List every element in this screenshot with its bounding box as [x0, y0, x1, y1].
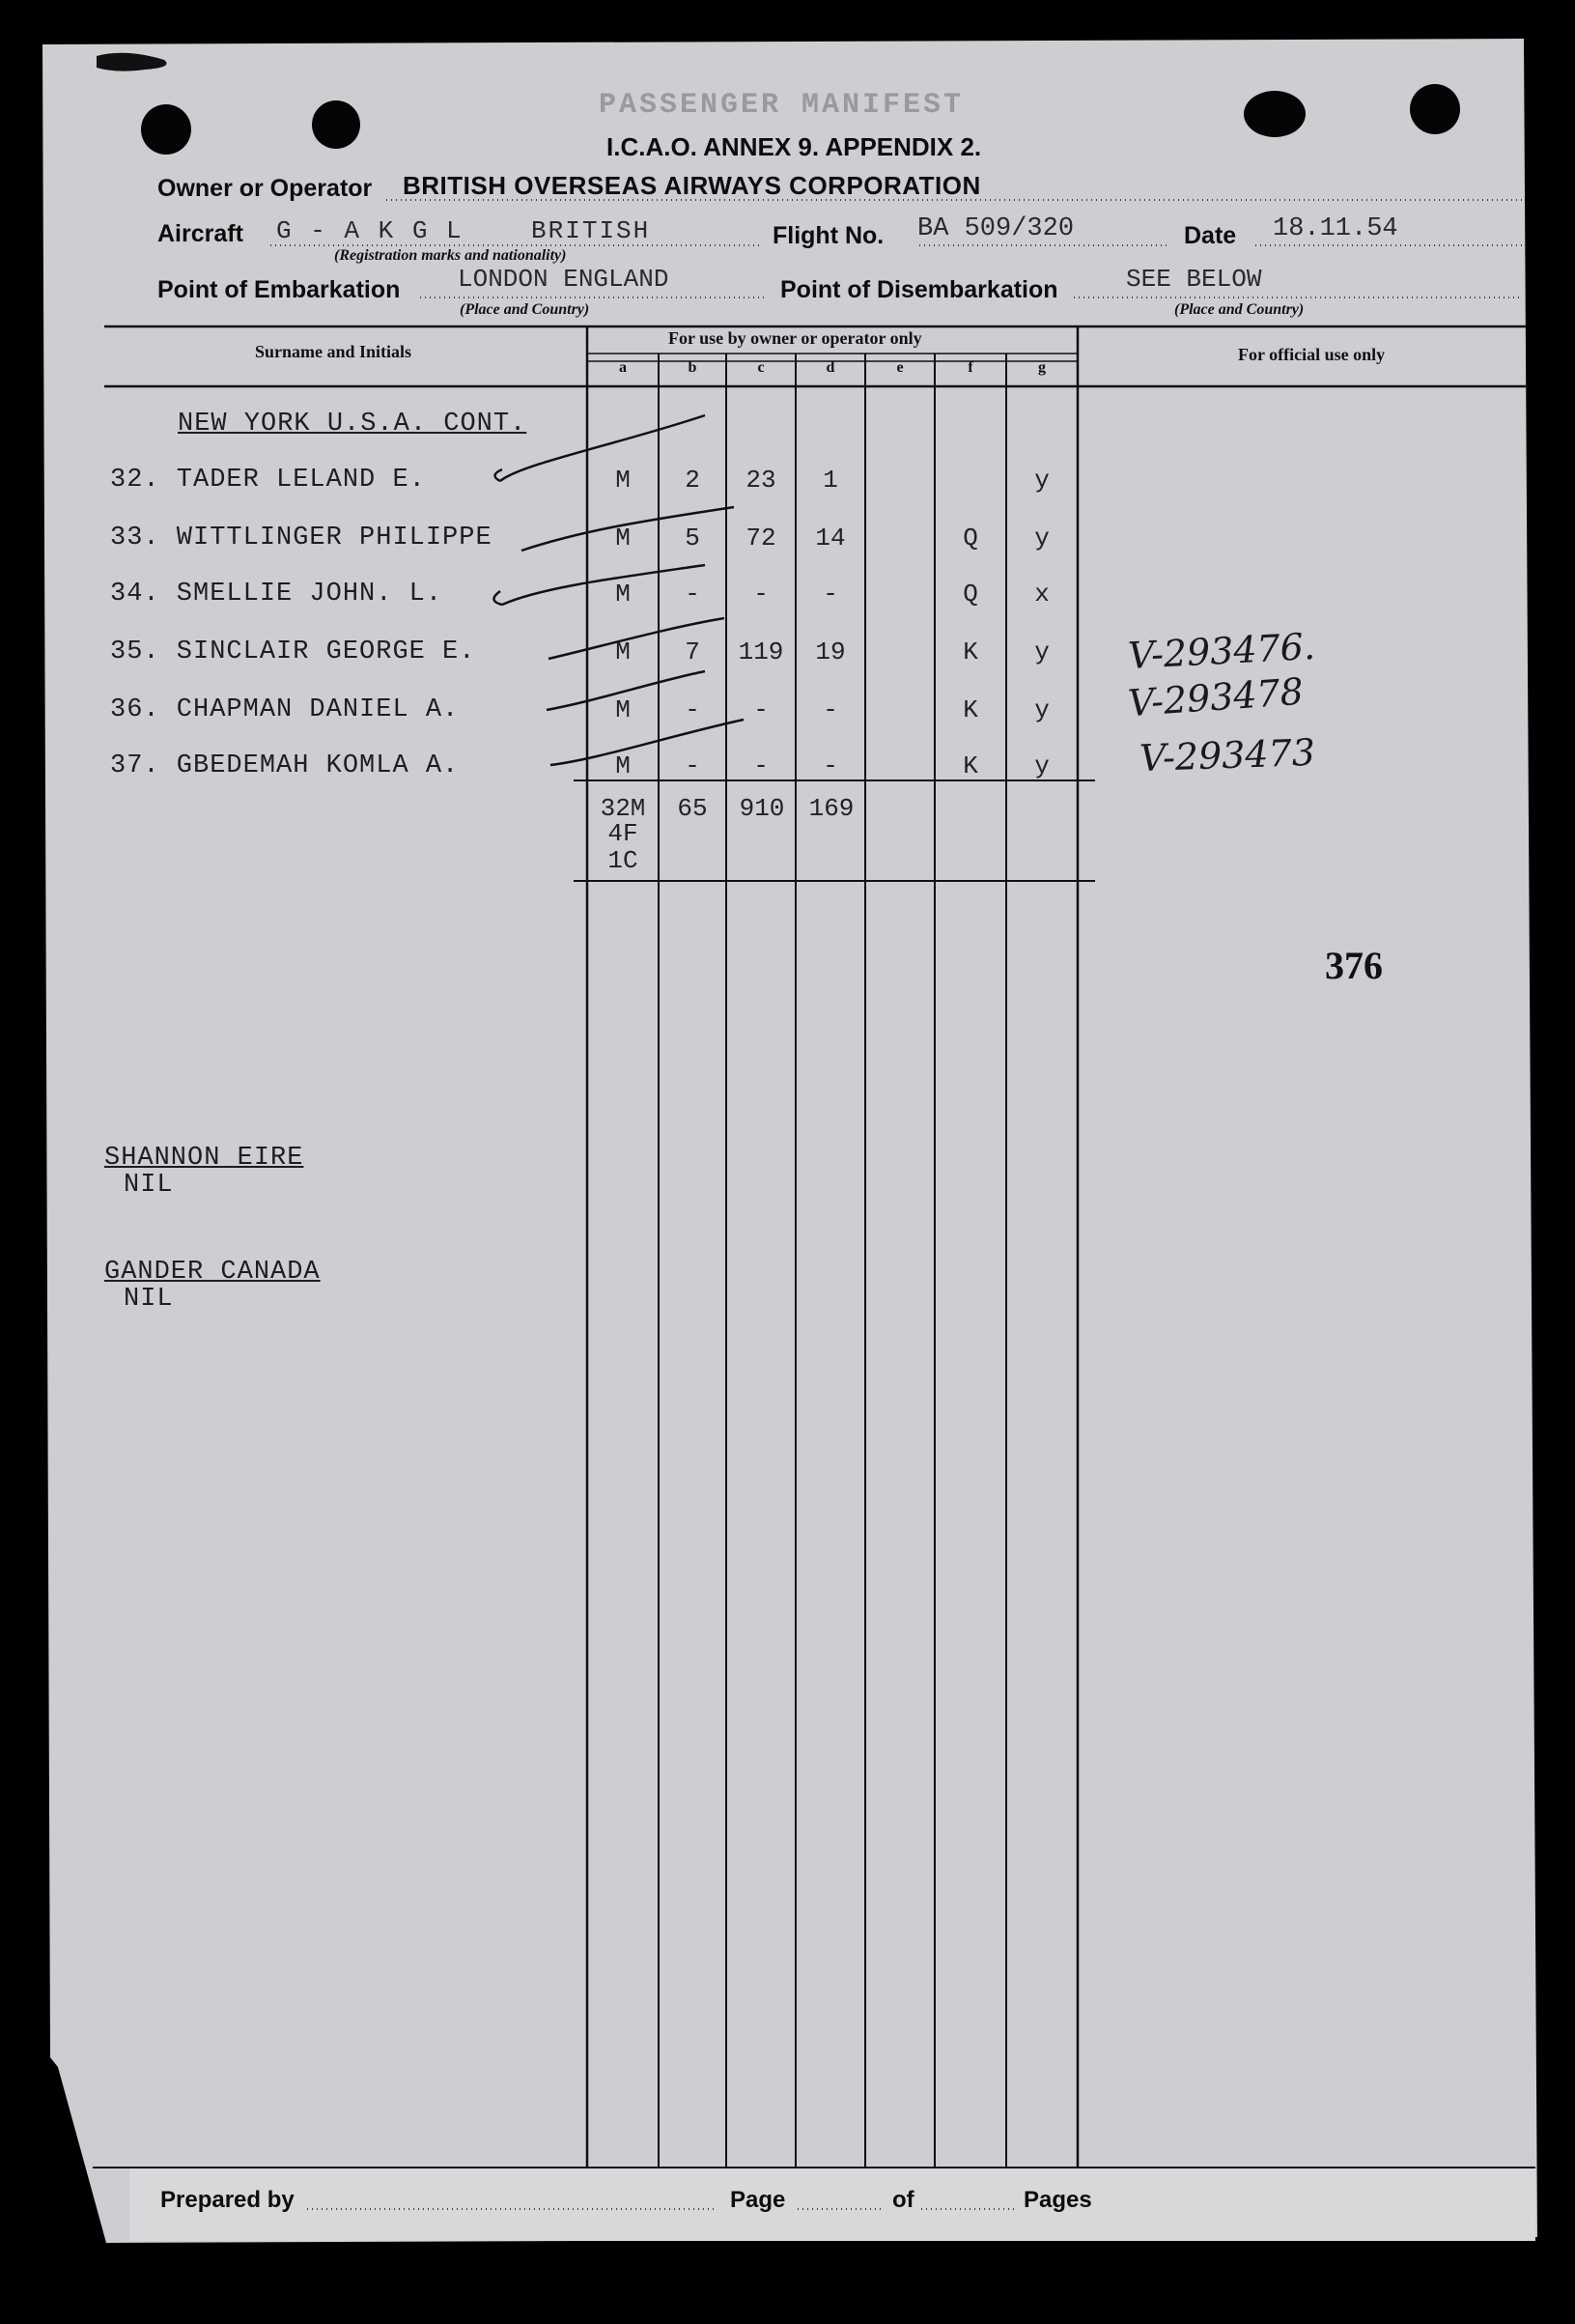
stop-1-place: SHANNON EIRE: [104, 1144, 304, 1173]
cell-d: 1: [823, 466, 838, 495]
aircraft-value: G - A K G L BRITISH: [276, 216, 651, 245]
owner-label: Owner or Operator: [157, 175, 373, 202]
cell-c: -: [753, 751, 769, 780]
column-letter-d: d: [826, 359, 835, 376]
page-number-stamp: 376: [1325, 944, 1383, 987]
disembark-label: Point of Disembarkation: [780, 276, 1058, 303]
passenger-name: 32. TADER LELAND E.: [110, 466, 426, 495]
column-letter-e: e: [896, 359, 904, 376]
cell-d: -: [823, 580, 838, 609]
cell-d: -: [823, 751, 838, 780]
cell-d: 19: [815, 638, 846, 666]
passenger-name: 35. SINCLAIR GEORGE E.: [110, 638, 476, 666]
embark-value: LONDON ENGLAND: [458, 265, 669, 294]
column-letter-b: b: [688, 359, 697, 376]
total-b: 65: [677, 794, 708, 823]
section-heading: NEW YORK U.S.A. CONT.: [178, 410, 527, 439]
official-note-1: V-293476.: [1126, 624, 1316, 678]
cell-d: 14: [815, 524, 846, 553]
date-label: Date: [1184, 222, 1237, 249]
date-value: 18.11.54: [1273, 214, 1398, 243]
cell-b: 2: [685, 466, 700, 495]
column-letter-c: c: [757, 359, 765, 376]
cell-g: y: [1034, 751, 1050, 780]
pages-label: Pages: [1024, 2187, 1092, 2213]
cell-b: 7: [685, 638, 700, 666]
registration-caption: (Registration marks and nationality): [334, 247, 567, 264]
official-note-3: V-293473: [1139, 730, 1316, 780]
owner-value: BRITISH OVERSEAS AIRWAYS CORPORATION: [403, 171, 981, 200]
cell-g: y: [1034, 466, 1050, 495]
cell-f: Q: [963, 580, 978, 609]
cell-b: -: [685, 580, 700, 609]
form-title: I.C.A.O. ANNEX 9. APPENDIX 2.: [606, 132, 982, 161]
cell-a: M: [615, 580, 631, 609]
cell-d: -: [823, 695, 838, 724]
passenger-name: 36. CHAPMAN DANIEL A.: [110, 695, 460, 724]
cell-g: x: [1034, 580, 1050, 609]
cell-c: 119: [738, 638, 784, 666]
page-label: Page: [730, 2187, 786, 2213]
disembark-caption: (Place and Country): [1174, 301, 1305, 318]
official-note-2: V-293478: [1126, 669, 1306, 725]
column-letter-a: a: [619, 359, 627, 376]
cell-b: 5: [685, 524, 700, 553]
cell-c: 23: [745, 466, 776, 495]
total-a-child: 1C: [607, 846, 638, 875]
official-header: For official use only: [1238, 345, 1386, 364]
stop-2-value: NIL: [124, 1285, 174, 1314]
embark-caption: (Place and Country): [460, 301, 590, 318]
total-d: 169: [808, 794, 855, 823]
column-letter-f: f: [968, 359, 973, 376]
cell-f: Q: [963, 524, 978, 553]
cell-a: M: [615, 695, 631, 724]
cell-b: -: [685, 695, 700, 724]
disembark-value: SEE BELOW: [1126, 265, 1262, 294]
cell-c: -: [753, 695, 769, 724]
cell-a: M: [615, 524, 631, 553]
owner-use-header: For use by owner or operator only: [668, 328, 922, 348]
cell-c: 72: [745, 524, 776, 553]
stop-2-place: GANDER CANADA: [104, 1258, 321, 1287]
total-a-male: 32M: [600, 794, 646, 823]
total-c: 910: [739, 794, 785, 823]
passenger-name: 33. WITTLINGER PHILIPPE: [110, 524, 492, 553]
cell-g: y: [1034, 638, 1050, 666]
cell-f: K: [963, 695, 978, 724]
aircraft-label: Aircraft: [157, 220, 243, 247]
cell-a: M: [615, 751, 631, 780]
prepared-by-label: Prepared by: [160, 2187, 295, 2213]
cell-c: -: [753, 580, 769, 609]
cell-a: M: [615, 638, 631, 666]
cell-f: K: [963, 638, 978, 666]
flight-label: Flight No.: [773, 222, 885, 249]
embark-label: Point of Embarkation: [157, 276, 401, 303]
cell-g: y: [1034, 695, 1050, 724]
of-label: of: [892, 2187, 914, 2213]
cell-g: y: [1034, 524, 1050, 553]
surname-header: Surname and Initials: [255, 342, 412, 361]
stop-1-value: NIL: [124, 1171, 174, 1200]
passenger-name: 34. SMELLIE JOHN. L.: [110, 580, 443, 609]
column-letter-g: g: [1038, 359, 1046, 376]
cell-a: M: [615, 466, 631, 495]
passenger-name: 37. GBEDEMAH KOMLA A.: [110, 751, 460, 780]
total-a-female: 4F: [607, 819, 638, 848]
flight-value: BA 509/320: [917, 214, 1075, 243]
cell-b: -: [685, 751, 700, 780]
faded-heading: PASSENGER MANIFEST: [599, 89, 965, 122]
cell-f: K: [963, 751, 978, 780]
